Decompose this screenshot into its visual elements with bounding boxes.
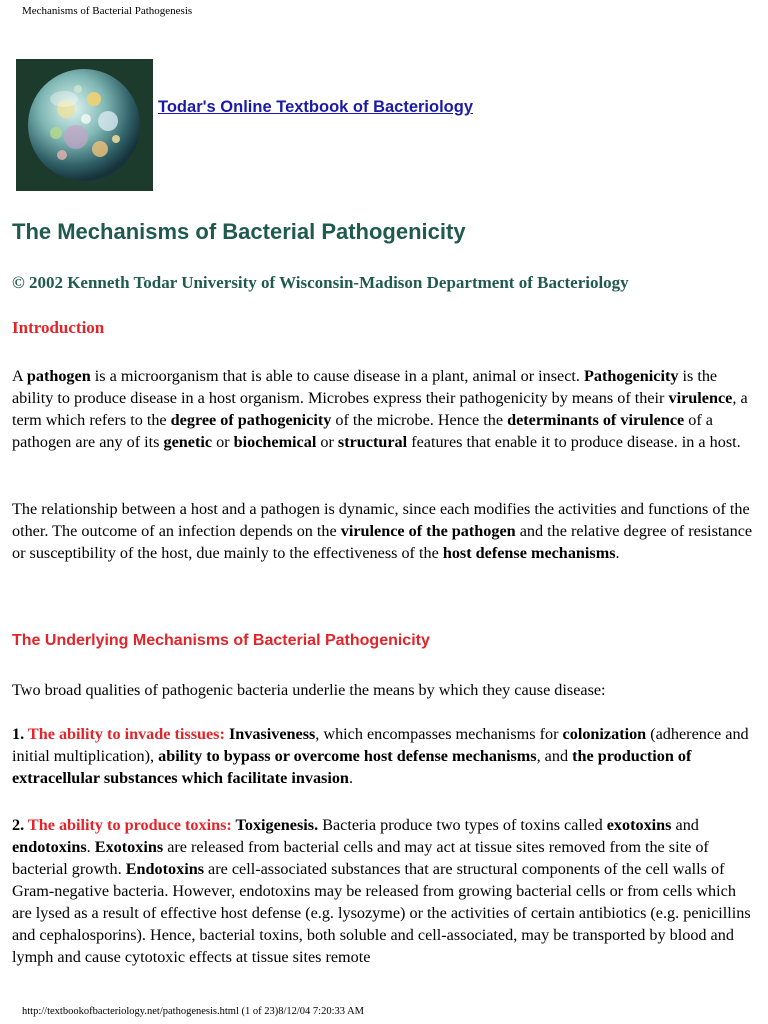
copyright-line: © 2002 Kenneth Todar University of Wisconsin-Madison Department of Bacteriology (12, 273, 629, 292)
bacteria-sphere-logo[interactable] (16, 59, 153, 191)
document-header-title: Mechanisms of Bacterial Pathogenesis (22, 5, 193, 17)
bacteria-sphere-image (16, 59, 153, 191)
document-footer-url: http://textbookofbacteriology.net/pathogenesis.html (1 of 23)8/12/04 7:20:33 AM (22, 1006, 364, 1017)
underlying-intro-paragraph: Two broad qualities of pathogenic bacteria underlie the means by which they cause disease: (12, 681, 606, 699)
textbook-home-link[interactable]: Todar's Online Textbook of Bacteriology (158, 98, 474, 116)
intro-paragraph-2: The relationship between a host and a pathogen is dynamic, since each modifies the activities and functions of the other. The outcome of an infection depends on the virulence of the pathogen and the relative degree of resistance or susceptibility of the host, due mainly to the effectiveness of the host defense mechanisms. (12, 500, 753, 562)
section-heading-underlying-mechanisms: The Underlying Mechanisms of Bacterial Pathogenicity (12, 632, 430, 649)
mechanism-item-invasiveness: 1. The ability to invade tissues: Invasiveness, which encompasses mechanisms for colonization (adherence and initial multiplication), ability to bypass or overcome host defense mechanisms, and the production of extracellular substances which facilitate invasion. (12, 725, 749, 787)
section-heading-introduction: Introduction (12, 318, 105, 337)
intro-paragraph-1: A pathogen is a microorganism that is able to cause disease in a plant, animal or insect. Pathogenicity is the ability to produce disease in a host organism. Microbes express their pathogenicity by means of their virulence, a term which refers to the degree of pathogenicity of the microbe. Hence the determinants of virulence of a pathogen are any of its genetic or biochemical or structural features that enable it to produce disease. in a host. (12, 367, 748, 451)
mechanism-item-toxigenesis: 2. The ability to produce toxins: Toxigenesis. Bacteria produce two types of toxins called exotoxins and endotoxins. Exotoxins are released from bacterial cells and may act at tissue sites removed from the site of bacterial growth. Endotoxins are cell-associated substances that are structural components of the cell walls of Gram-negative bacteria. However, endotoxins may be released from growing bacterial cells or from cells which are lysed as a result of effective host defense (e.g. lysozyme) or the activities of certain antibiotics (e.g. penicillins and cephalosporins). Hence, bacterial toxins, both soluble and cell-associated, may be transported by blood and lymph and cause cytotoxic effects at tissue sites remote (12, 816, 751, 966)
page-title: The Mechanisms of Bacterial Pathogenicity (12, 219, 466, 244)
